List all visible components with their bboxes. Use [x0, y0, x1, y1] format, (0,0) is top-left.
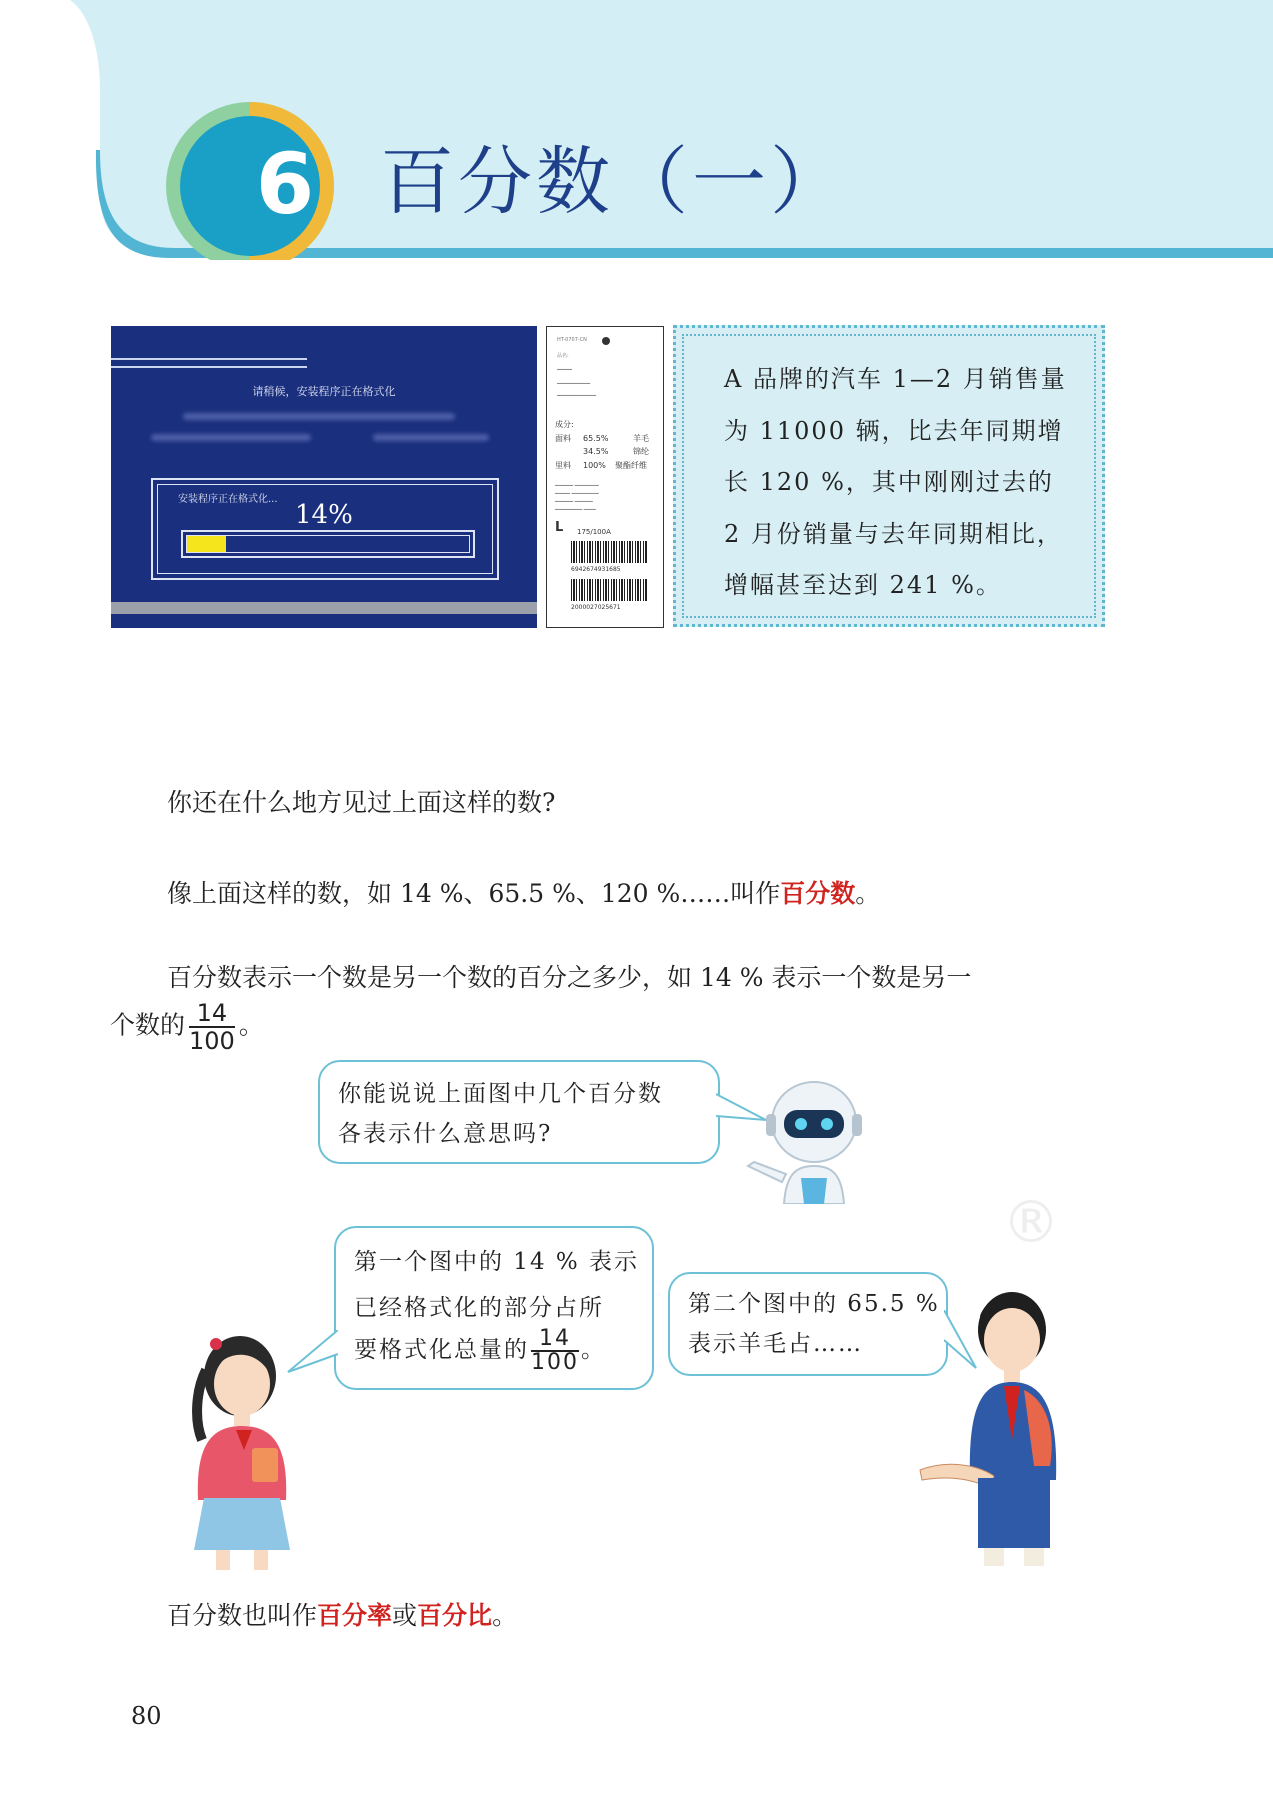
page-number: 80	[131, 1702, 162, 1730]
meaning-line-1: 百分数表示一个数是另一个数的百分之多少，如 14 % 表示一个数是另一	[167, 963, 972, 992]
tag-hole-icon	[602, 337, 610, 345]
meaning-line-2	[110, 1000, 264, 1054]
install-screen-image	[111, 326, 537, 628]
tag-fine-print: ━━━━━ ━━━━━━━━━	[555, 491, 599, 497]
definition-prefix: 像上面这样的数，如 14 %、65.5 %、120 %……叫作	[167, 879, 781, 908]
news-box	[673, 325, 1105, 627]
alias-suffix: 。	[492, 1601, 518, 1630]
progress-label: 安装程序正在格式化...	[178, 494, 278, 505]
fraction-14-100	[189, 1000, 235, 1054]
blurred-text	[183, 413, 455, 420]
tag-lining-mat: 聚酯纤维	[615, 461, 647, 470]
chapter-title: 百分数（一）	[380, 139, 848, 225]
blurred-text	[151, 434, 311, 441]
tag-code-text: HT-0707-CN	[557, 337, 587, 343]
definition-suffix: 。	[855, 879, 881, 908]
tag-fine-print: ━━━━━	[557, 367, 573, 373]
girl-bubble-line	[354, 1328, 606, 1374]
alias-paragraph	[167, 1600, 517, 1632]
chapter-number: 6	[255, 135, 315, 233]
tag-lining-pct: 100%	[583, 461, 606, 470]
fraction-numerator: 14	[189, 1000, 235, 1028]
alias-mid: 或	[392, 1601, 418, 1630]
robot-illustration	[746, 1074, 872, 1204]
term-percent-ratio: 百分比	[417, 1601, 493, 1630]
news-text	[724, 354, 1074, 612]
boy-illustration	[916, 1280, 1086, 1566]
tag-face-label: 面料	[555, 434, 571, 443]
tag-fine-print: ━━━━━━━━━━━	[557, 381, 591, 387]
barcode-icon	[571, 579, 647, 601]
tag-face-mat1: 羊毛	[633, 434, 649, 443]
tag-face-mat2: 锦纶	[633, 447, 649, 456]
girl-bubble-line: 已经格式化的部分占所	[354, 1295, 604, 1321]
robot-bubble-line: 你能说说上面图中几个百分数	[338, 1081, 663, 1107]
girl-bubble-suffix: 。	[581, 1337, 606, 1363]
tag-fine-print: ━━━━━━ ━━━━━━	[555, 499, 593, 505]
boy-bubble-line: 第二个图中的 65.5 %	[688, 1291, 940, 1317]
fraction-denominator: 100	[531, 1350, 579, 1375]
progress-bar	[181, 530, 475, 558]
tag-fine-print: ━━━━━━━━━━━━━	[557, 393, 597, 399]
fraction-14-100	[531, 1328, 579, 1374]
screen-status-stripe	[111, 602, 537, 614]
term-percent-rate: 百分率	[317, 1601, 393, 1630]
barcode-number: 2000027025671	[571, 604, 621, 611]
girl-speech-bubble	[334, 1226, 654, 1390]
progress-percent: 14%	[295, 500, 353, 530]
robot-speech-bubble	[318, 1060, 720, 1164]
tag-name-label: 品名:	[557, 353, 569, 359]
fraction-numerator: 14	[531, 1328, 579, 1352]
barcode-number: 6942674931685	[571, 566, 621, 573]
progress-dialog	[151, 478, 499, 580]
meaning-prefix: 个数的	[110, 1010, 186, 1040]
tag-lining-label: 里料	[555, 461, 571, 470]
barcode-icon	[571, 541, 647, 563]
clothing-tag-image	[546, 326, 664, 628]
tag-face-pct2: 34.5%	[583, 447, 609, 456]
question-text: 你还在什么地方见过上面这样的数?	[167, 788, 556, 817]
news-line: 2 月份销量与去年同期相比，	[724, 519, 1063, 548]
tag-size-code: 175/100A	[577, 528, 611, 536]
news-line: 增幅甚至达到 241 %。	[724, 571, 1002, 599]
meaning-suffix: 。	[238, 1010, 264, 1040]
alias-prefix: 百分数也叫作	[167, 1601, 318, 1630]
girl-bubble-prefix: 要格式化总量的	[354, 1337, 529, 1363]
tag-face-pct1: 65.5%	[583, 434, 609, 443]
news-line: A 品牌的汽车 1—2 月销售量	[724, 365, 1067, 393]
boy-speech-bubble	[668, 1272, 948, 1376]
definition-paragraph	[167, 878, 880, 910]
registered-watermark: ®	[1002, 1188, 1060, 1256]
boy-bubble-line: 表示羊毛占……	[688, 1331, 863, 1357]
robot-bubble-line: 各表示什么意思吗?	[338, 1121, 553, 1147]
girl-bubble-line: 第一个图中的 14 % 表示	[354, 1249, 640, 1275]
tag-fine-print: ━━━━━━ ━━━━━━━━	[555, 483, 599, 489]
tag-fine-print: ━━━━━━━━━ ━━━━	[555, 507, 596, 513]
blurred-text	[373, 434, 489, 441]
fraction-denominator: 100	[189, 1027, 235, 1055]
screen-divider	[111, 366, 307, 368]
tag-composition-heading: 成分:	[555, 420, 574, 429]
tag-size: L	[555, 520, 564, 535]
news-line: 为 11000 辆，比去年同期增	[724, 416, 1064, 445]
term-percentage: 百分数	[780, 879, 856, 908]
screen-divider	[111, 358, 307, 360]
install-screen-title: 请稍候，安装程序正在格式化	[252, 385, 396, 398]
progress-bar-fill	[187, 536, 226, 552]
news-line: 长 120 %，其中刚刚过去的	[724, 468, 1054, 496]
girl-illustration	[176, 1330, 306, 1570]
